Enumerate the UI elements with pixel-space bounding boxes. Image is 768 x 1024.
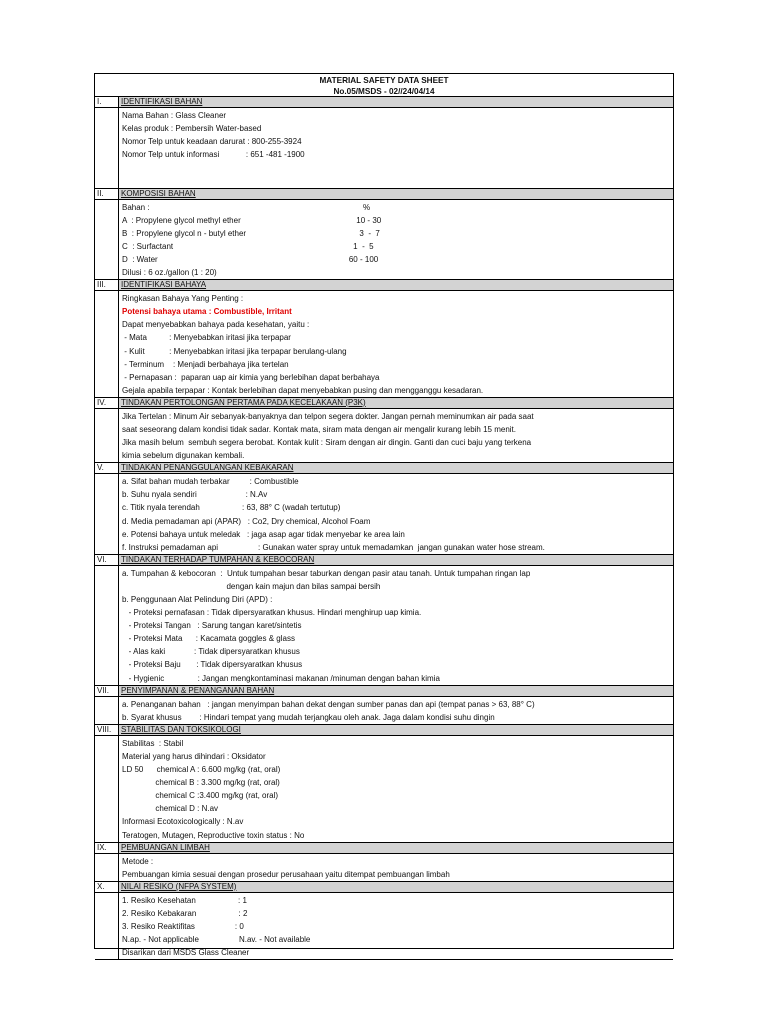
section-body xyxy=(95,409,673,463)
section-line: Bahan : % xyxy=(122,202,371,212)
section-body xyxy=(95,566,673,686)
section-line: f. Instruksi pemadaman api : Gunakan water spray untuk memadamkan jangan gunakan water hose stream. xyxy=(122,542,545,552)
section-line xyxy=(122,161,671,174)
section-line: Kelas produk : Pembersih Water-based xyxy=(122,124,262,134)
section-line: - Proteksi Tangan : Sarung tangan karet/sintetis xyxy=(122,621,302,631)
section-line: 3. Resiko Reaktifitas : 0 xyxy=(122,921,244,931)
section-line: - Proteksi pernafasan : Tidak dipersyaratkan khusus. Hindari menghirup uap kimia. xyxy=(122,608,422,618)
section-content xyxy=(119,697,673,724)
section-line: Nomor Telp untuk informasi : 651 -481 -1900 xyxy=(122,150,305,160)
section-line: dengan kain majun dan bilas sampai bersih xyxy=(122,581,381,591)
section-title: IDENTIFIKASI BAHAYA xyxy=(119,280,673,290)
section-title-row xyxy=(95,843,673,854)
section-content xyxy=(119,854,673,881)
section-title: NILAI RESIKO (NFPA SYSTEM) xyxy=(119,882,673,892)
section-line: Disarikan dari MSDS Glass Cleaner xyxy=(122,948,250,958)
section-content xyxy=(119,291,673,397)
section-body xyxy=(95,697,673,725)
section-line: a. Tumpahan & kebocoran : Untuk tumpahan besar taburkan dengan pasir atau tanah. Untuk tumpahan ringan lap xyxy=(122,568,531,578)
section-title-row xyxy=(95,725,673,736)
section-line: N.ap. - Not applicable N.av. - Not available xyxy=(122,935,311,945)
section-number-spacer xyxy=(95,736,119,842)
section-number-spacer xyxy=(95,474,119,554)
section-line: Material yang harus dihindari : Oksidator xyxy=(122,751,266,761)
section-line: D : Water 60 - 100 xyxy=(122,254,379,264)
section-content xyxy=(119,474,673,554)
section-line: - Kulit : Menyebabkan iritasi jika terpapar berulang-ulang xyxy=(122,346,347,356)
msds-sheet xyxy=(94,73,674,958)
section-content xyxy=(119,566,673,685)
section-content xyxy=(119,893,673,959)
section-number-spacer xyxy=(95,893,119,959)
section-title-row xyxy=(95,398,673,409)
section-line: Gejala apabila terpapar : Kontak berlebihan dapat menyebabkan pusing dan mengganggu kesadaran. xyxy=(122,385,484,395)
section-line: b. Syarat khusus : Hindari tempat yang mudah terjangkau oleh anak. Jaga dalam kondisi suhu dingin xyxy=(122,712,495,722)
section-number: I. xyxy=(95,97,119,107)
section-number-spacer xyxy=(95,291,119,397)
section-title: PENYIMPANAN & PENANGANAN BAHAN xyxy=(119,686,673,696)
section-content xyxy=(119,200,673,280)
section-line: Teratogen, Mutagen, Reproductive toxin status : No xyxy=(122,830,305,840)
section-line: kimia sebelum digunakan kembali. xyxy=(122,451,245,461)
section-line: b. Penggunaan Alat Pelindung Diri (APD) : xyxy=(122,595,273,604)
section-number-spacer xyxy=(95,697,119,724)
section-line: - Proteksi Baju : Tidak dipersyaratkan khusus xyxy=(122,660,303,670)
section-line: chemical C :3.400 mg/kg (rat, oral) xyxy=(122,791,279,801)
section-content xyxy=(119,108,673,188)
section-number: IX. xyxy=(95,843,119,853)
section-line: A : Propylene glycol methyl ether 10 - 30 xyxy=(122,215,382,225)
section-line: a. Sifat bahan mudah terbakar : Combustible xyxy=(122,477,299,487)
section-number: V. xyxy=(95,463,119,473)
section-line: - Pernapasan : paparan uap air kimia yang berlebihan dapat berbahaya xyxy=(122,372,380,382)
section-number: X. xyxy=(95,882,119,892)
section-line: Stabilitas : Stabil xyxy=(122,738,184,748)
section-title-row xyxy=(95,463,673,474)
section-line: Pembuangan kimia sesuai dengan prosedur perusahaan yaitu ditempat pembuangan limbah xyxy=(122,869,450,879)
section-number: VII. xyxy=(95,686,119,696)
document-number: No.05/MSDS - 02//24/04/14 xyxy=(333,87,435,96)
section-number-spacer xyxy=(95,854,119,881)
section-number-spacer xyxy=(95,409,119,462)
section-line: B : Propylene glycol n - butyl ether 3 - 7 xyxy=(122,228,380,238)
section-line: chemical D : N.av xyxy=(122,804,219,814)
section-content xyxy=(119,409,673,462)
section-line: Dapat menyebabkan bahaya pada kesehatan, yaitu : xyxy=(122,320,310,330)
section-title: TINDAKAN TERHADAP TUMPAHAN & KEBOCORAN xyxy=(119,555,673,565)
section-line: Nomor Telp untuk keadaan darurat : 800-255-3924 xyxy=(122,137,302,147)
section-line: chemical B : 3.300 mg/kg (rat, oral) xyxy=(122,778,280,788)
section-line: - Proteksi Mata : Kacamata goggles & glass xyxy=(122,634,295,644)
section-line: - Mata : Menyebabkan iritasi jika terpapar xyxy=(122,333,291,343)
section-line: saat seseorang dalam kondisi tidak sadar. Kontak mata, siram mata dengan air mengalir kurang lebih 15 menit. xyxy=(122,424,516,434)
section-title-row xyxy=(95,882,673,893)
section-title: PEMBUANGAN LIMBAH xyxy=(119,843,673,853)
section-line: Potensi bahaya utama : Combustible, Irritant xyxy=(122,307,292,317)
section-content xyxy=(119,736,673,842)
section-title-row xyxy=(95,280,673,291)
sections-container xyxy=(95,97,673,960)
section-number: II. xyxy=(95,189,119,199)
section-line: Jika masih belum sembuh segera berobat. Kontak kulit : Siram dengan air dingin. Ganti dan cuci baju yang terkena xyxy=(122,438,532,448)
section-title-row xyxy=(95,97,673,108)
section-line: c. Titik nyala terendah : 63, 88° C (wadah tertutup) xyxy=(122,503,341,513)
section-line xyxy=(122,174,671,187)
section-number: VIII. xyxy=(95,725,119,735)
document-header xyxy=(95,74,673,97)
section-body xyxy=(95,893,673,960)
section-number-spacer xyxy=(95,566,119,685)
section-body xyxy=(95,108,673,189)
section-title: KOMPOSISI BAHAN xyxy=(119,189,673,199)
section-line: e. Potensi bahaya untuk meledak : jaga asap agar tidak menyebar ke area lain xyxy=(122,529,405,539)
section-number-spacer xyxy=(95,200,119,280)
section-number-spacer xyxy=(95,108,119,188)
section-title-row xyxy=(95,189,673,200)
section-line: b. Suhu nyala sendiri : N.Av xyxy=(122,490,268,500)
section-line: Dilusi : 6 oz./gallon (1 : 20) xyxy=(122,268,217,278)
section-line: 1. Resiko Kesehatan : 1 xyxy=(122,895,247,905)
section-number: III. xyxy=(95,280,119,290)
section-body xyxy=(95,736,673,843)
section-line: - Terminum : Menjadi berbahaya jika tertelan xyxy=(122,359,289,369)
section-line: Ringkasan Bahaya Yang Penting : xyxy=(122,294,244,304)
section-title-row xyxy=(95,686,673,697)
section-line: LD 50 chemical A : 6.600 mg/kg (rat, oral) xyxy=(122,765,281,775)
section-line: Nama Bahan : Glass Cleaner xyxy=(122,111,227,120)
section-body xyxy=(95,474,673,555)
section-line: Jika Tertelan : Minum Air sebanyak-banyaknya dan telpon segera dokter. Jangan pernah meminumkan air pada saat xyxy=(122,411,534,421)
section-line: C : Surfactant 1 - 5 xyxy=(122,241,374,251)
section-body xyxy=(95,200,673,281)
section-line: - Alas kaki : Tidak dipersyaratkan khusus xyxy=(122,647,300,657)
section-line: 2. Resiko Kebakaran : 2 xyxy=(122,908,248,918)
section-number: VI. xyxy=(95,555,119,565)
section-line: Informasi Ecotoxicologically : N.av xyxy=(122,817,244,827)
section-line: d. Media pemadaman api (APAR) : Co2, Dry chemical, Alcohol Foam xyxy=(122,516,371,526)
section-line: Metode : xyxy=(122,856,154,866)
section-title: STABILITAS DAN TOKSIKOLOGI xyxy=(119,725,673,735)
section-title: TINDAKAN PERTOLONGAN PERTAMA PADA KECELAKAAN (P3K) xyxy=(119,398,673,408)
section-body xyxy=(95,854,673,882)
document-title: MATERIAL SAFETY DATA SHEET xyxy=(319,76,449,85)
section-line: - Hygienic : Jangan mengkontaminasi makanan /minuman dengan bahan kimia xyxy=(122,673,440,683)
section-title: TINDAKAN PENANGGULANGAN KEBAKARAN xyxy=(119,463,673,473)
section-title: IDENTIFIKASI BAHAN xyxy=(119,97,673,107)
section-line: a. Penanganan bahan : jangan menyimpan bahan dekat dengan sumber panas dan api (tempat panas > 63, 88° C) xyxy=(122,699,535,709)
section-body xyxy=(95,291,673,398)
section-number: IV. xyxy=(95,398,119,408)
section-title-row xyxy=(95,555,673,566)
